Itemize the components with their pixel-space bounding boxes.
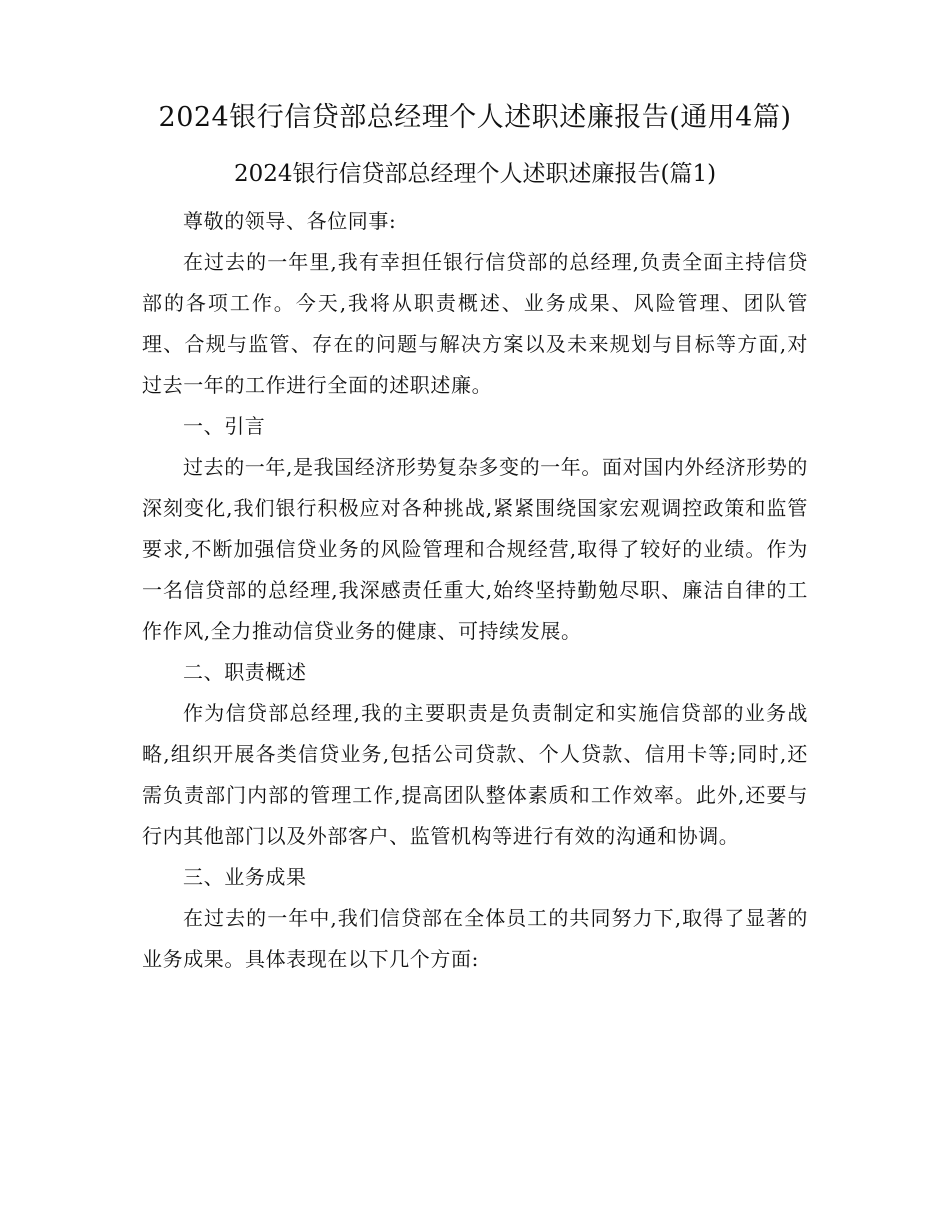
introduction-paragraph: 过去的一年,是我国经济形势复杂多变的一年。面对国内外经济形势的深刻变化,我们银行积极应对各种挑战,紧紧围绕国家宏观调控政策和监管要求,不断加强信贷业务的风险管理和合规经营,取得了较好的业绩。作为一名信贷部的总经理,我深感责任重大,始终坚持勤勉尽职、廉洁自律的工作作风,全力推动信贷业务的健康、可持续发展。 [142,455,808,643]
section-heading-introduction: 一、引言 [183,414,266,438]
duties-paragraph: 作为信贷部总经理,我的主要职责是负责制定和实施信贷部的业务战略,组织开展各类信贷业务,包括公司贷款、个人贷款、信用卡等;同时,还需负责部门内部的管理工作,提高团队整体素质和工作效率。此外,还要与行内其他部门以及外部客户、监管机构等进行有效的沟通和协调。 [142,701,808,848]
salutation: 尊敬的领导、各位同事: [183,209,397,233]
document-title: 2024银行信贷部总经理个人述职述廉报告(通用4篇) [158,102,792,133]
document-body [142,201,808,980]
intro-paragraph: 在过去的一年里,我有幸担任银行信贷部的总经理,负责全面主持信贷部的各项工作。今天,我将从职责概述、业务成果、风险管理、团队管理、合规与监管、存在的问题与解决方案以及未来规划与目标等方面,对过去一年的工作进行全面的述职述廉。 [142,250,808,397]
document-subtitle: 2024银行信贷部总经理个人述职述廉报告(篇1) [233,161,717,187]
section-heading-results: 三、业务成果 [183,865,307,889]
section-heading-duties: 二、职责概述 [183,660,307,684]
results-paragraph: 在过去的一年中,我们信贷部在全体员工的共同努力下,取得了显著的业务成果。具体表现在以下几个方面: [142,906,808,971]
